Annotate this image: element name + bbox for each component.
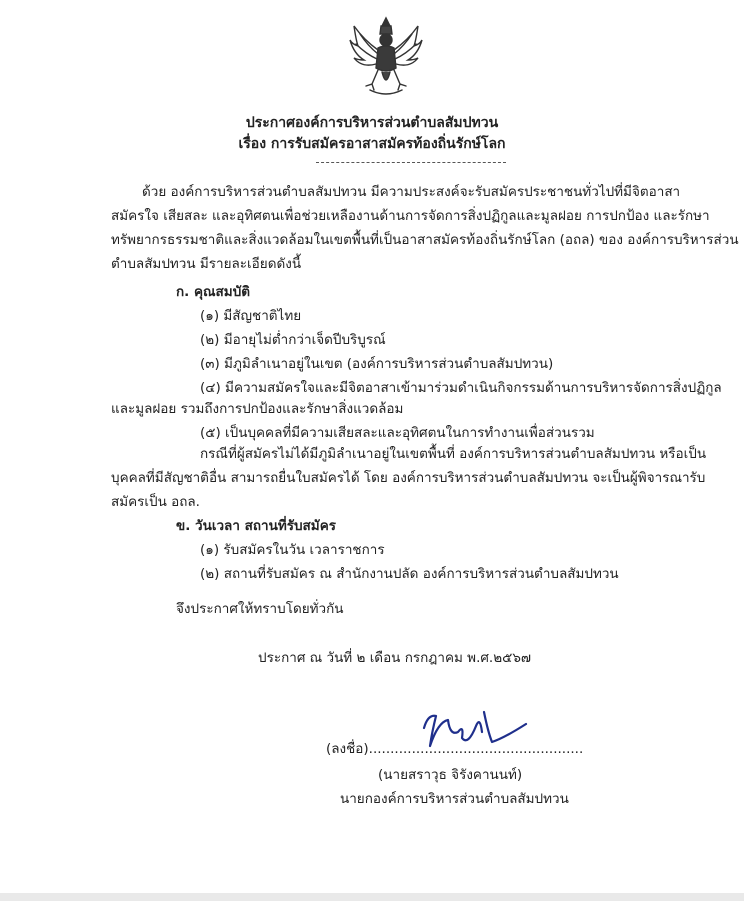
section-a-heading: ก. คุณสมบัติ: [176, 284, 251, 300]
section-a-item-4-line-2: และมูลฝอย รวมถึงการปกป้องและรักษาสิ่งแวดล้อม: [111, 401, 404, 417]
section-a-item-5: (๕) เป็นบุคคลที่มีความเสียสละและอุทิศตนในการทำงานเพื่อส่วนรวม: [200, 425, 595, 441]
section-a-note-line-3: สมัครเป็น อถล.: [111, 494, 200, 510]
section-a-item-1: (๑) มีสัญชาติไทย: [200, 308, 302, 324]
announcement-title: ประกาศองค์การบริหารส่วนตำบลสัมปทวน: [245, 115, 499, 131]
signer-name: (นายสราวุธ จิรังคานนท์): [378, 767, 523, 783]
intro-line-3: ทรัพยากรธรรมชาติและสิ่งแวดล้อมในเขตพื้นที่เป็นอาสาสมัครท้องถิ่นรักษ์โลก (อถล) ของ องค์การบริหารส่วน: [111, 232, 739, 248]
announce-date: ประกาศ ณ วันที่ ๒ เดือน กรกฎาคม พ.ศ.๒๕๖๗: [258, 650, 532, 666]
section-b-heading: ข. วันเวลา สถานที่รับสมัคร: [176, 518, 336, 534]
section-a-note-line-1: กรณีที่ผู้สมัครไม่ได้มีภูมิลำเนาอยู่ในเขตพื้นที่ องค์การบริหารส่วนตำบลสัมปทวน หรือเป็น: [200, 446, 707, 462]
signer-position: นายกองค์การบริหารส่วนตำบลสัมปทวน: [340, 791, 569, 807]
announcement-subject: เรื่อง การรับสมัครอาสาสมัครท้องถิ่นรักษ์โลก: [238, 136, 506, 152]
title-divider: [316, 162, 506, 163]
section-a-note-line-2: บุคคลที่มีสัญชาติอื่น สามารถยื่นใบสมัครได้ โดย องค์การบริหารส่วนตำบลสัมปทวน จะเป็นผู้พิจารณารับ: [111, 470, 706, 486]
signature-line: (ลงชื่อ)..................................................: [326, 741, 584, 757]
section-a-item-2: (๒) มีอายุไม่ต่ำกว่าเจ็ดปีบริบูรณ์: [200, 332, 386, 348]
section-a-item-4-line-1: (๔) มีความสมัครใจและมีจิตอาสาเข้ามาร่วมดำเนินกิจกรรมด้านการบริหารจัดการสิ่งปฏิกูล: [200, 380, 722, 396]
section-b-item-2: (๒) สถานที่รับสมัคร ณ สำนักงานปลัด องค์การบริหารส่วนตำบลสัมปทวน: [200, 566, 619, 582]
intro-line-2: สมัครใจ เสียสละ และอุทิศตนเพื่อช่วยเหลืองานด้านการจัดการสิ่งปฏิกูลและมูลฝอย การปกป้อง และรักษา: [111, 208, 710, 224]
intro-line-1: ด้วย องค์การบริหารส่วนตำบลสัมปทวน มีความประสงค์จะรับสมัครประชาชนทั่วไปที่มีจิตอาสา: [142, 184, 681, 200]
garuda-emblem-icon: [348, 14, 424, 98]
section-a-item-3: (๓) มีภูมิลำเนาอยู่ในเขต (องค์การบริหารส่วนตำบลสัมปทวน): [200, 356, 554, 372]
page-bottom-edge: [0, 893, 744, 901]
section-b-item-1: (๑) รับสมัครในวัน เวลาราชการ: [200, 542, 385, 558]
closing-statement: จึงประกาศให้ทราบโดยทั่วกัน: [176, 601, 344, 617]
intro-line-4: ตำบลสัมปทวน มีรายละเอียดดังนี้: [111, 256, 302, 272]
